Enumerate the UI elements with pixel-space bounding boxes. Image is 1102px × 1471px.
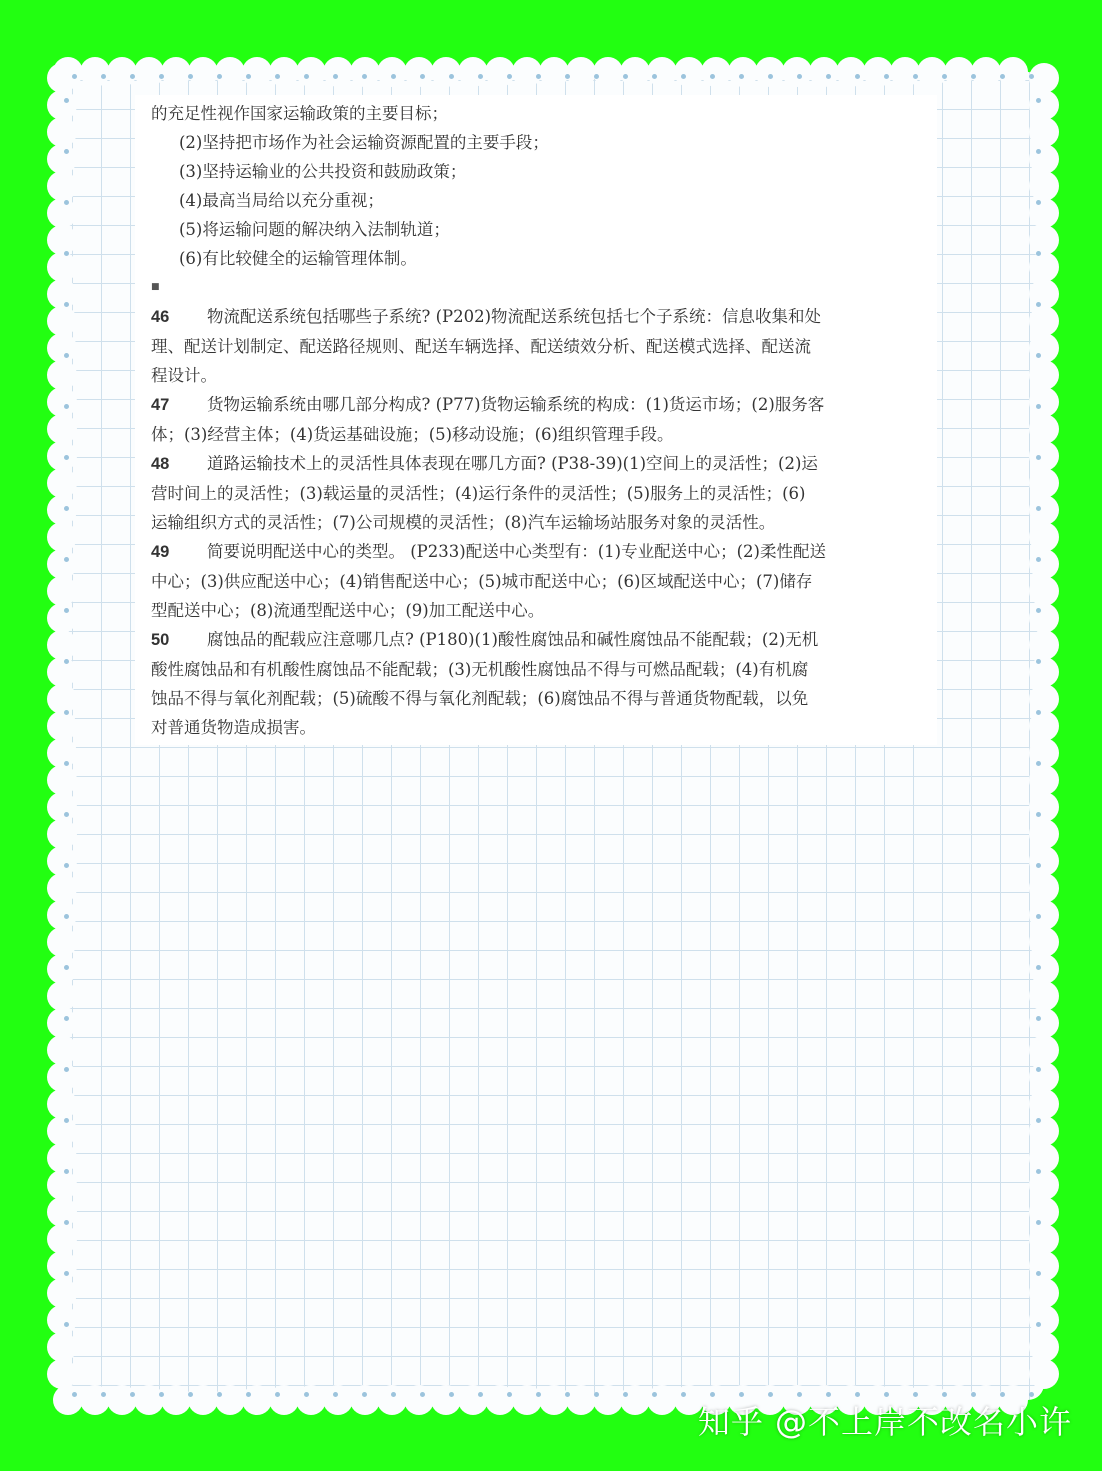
border-dot — [1036, 1118, 1041, 1123]
border-dot — [1036, 455, 1041, 460]
border-dot — [64, 863, 69, 868]
scallop-bump — [1029, 927, 1059, 957]
border-dot — [1000, 74, 1005, 79]
scallop-bump — [47, 360, 77, 390]
border-dot — [913, 74, 918, 79]
border-dot — [1036, 557, 1041, 562]
border-dot — [797, 74, 802, 79]
scallop-bump — [1029, 387, 1059, 417]
scallop-bump — [1029, 873, 1059, 903]
scallop-bump — [782, 57, 812, 87]
scallop-bump — [1029, 711, 1059, 741]
scallop-bump — [998, 57, 1028, 87]
border-dot — [1036, 761, 1041, 766]
scallop-bump — [1029, 1359, 1059, 1389]
border-dot — [304, 74, 309, 79]
border-dot — [1036, 1016, 1041, 1021]
border-dot — [536, 74, 541, 79]
scallop-bump — [377, 1385, 407, 1415]
scallop-bump — [485, 57, 515, 87]
scallop-bump — [242, 57, 272, 87]
border-dot — [1036, 149, 1041, 154]
scallop-bump — [1029, 846, 1059, 876]
scallop-bump — [47, 846, 77, 876]
scallop-bump — [1029, 1224, 1059, 1254]
border-dot — [64, 98, 69, 103]
border-dot — [391, 1392, 396, 1397]
scallop-bump — [47, 225, 77, 255]
border-dot — [304, 1392, 309, 1397]
border-dot — [768, 74, 773, 79]
scallop-bump — [1029, 306, 1059, 336]
scallop-bump — [47, 792, 77, 822]
border-dot — [333, 1392, 338, 1397]
border-dot — [64, 710, 69, 715]
scallop-bump — [188, 1385, 218, 1415]
scallop-bump — [47, 306, 77, 336]
border-dot — [246, 1392, 251, 1397]
border-dot — [652, 74, 657, 79]
scallop-bump — [47, 333, 77, 363]
question-line: 对普通货物造成损害。 — [151, 718, 316, 737]
scallop-bump — [296, 57, 326, 87]
question-line: 理、配送计划制定、配送路径规则、配送车辆选择、配送绩效分析、配送模式选择、配送流 — [151, 337, 811, 356]
border-dot — [188, 1392, 193, 1397]
scallop-bump — [1029, 252, 1059, 282]
scallop-bump — [539, 1385, 569, 1415]
border-dot — [1036, 353, 1041, 358]
border-dot — [1036, 1322, 1041, 1327]
scallop-bump — [1029, 468, 1059, 498]
question-46 — [151, 302, 921, 390]
question-number: 46 — [151, 308, 170, 326]
border-dot — [130, 74, 135, 79]
scallop-bump — [47, 819, 77, 849]
border-dot — [101, 74, 106, 79]
border-dot — [101, 1392, 106, 1397]
border-dot — [64, 1220, 69, 1225]
border-dot — [275, 74, 280, 79]
border-dot — [681, 1392, 686, 1397]
scallop-bump — [47, 765, 77, 795]
scallop-bump — [47, 684, 77, 714]
scallop-bump — [620, 57, 650, 87]
border-dot — [362, 1392, 367, 1397]
border-dot — [449, 74, 454, 79]
border-dot — [1036, 710, 1041, 715]
scallop-bump — [1029, 198, 1059, 228]
scallop-bump — [47, 954, 77, 984]
scallop-bump — [1029, 900, 1059, 930]
question-47 — [151, 390, 921, 449]
question-line: 道路运输技术上的灵活性具体表现在哪几方面? (P38-39)(1)空间上的灵活性；(2)运 — [207, 454, 818, 473]
border-dot — [826, 74, 831, 79]
border-dot — [333, 74, 338, 79]
scallop-bump — [47, 171, 77, 201]
question-number: 49 — [151, 543, 170, 561]
scallop-bump — [755, 57, 785, 87]
scallop-bump — [47, 1278, 77, 1308]
border-dot — [449, 1392, 454, 1397]
border-dot — [1029, 74, 1034, 79]
scallop-bump — [1029, 792, 1059, 822]
border-dot — [64, 1169, 69, 1174]
border-dot — [64, 914, 69, 919]
scallop-bump — [674, 57, 704, 87]
question-49 — [151, 537, 921, 625]
border-dot — [246, 74, 251, 79]
question-line: 货物运输系统由哪几部分构成? (P77)货物运输系统的构成：(1)货运市场；(2)服务客 — [207, 395, 825, 414]
question-line: 物流配送系统包括哪些子系统? (P202)物流配送系统包括七个子系统：信息收集和处 — [207, 307, 822, 326]
scallop-bump — [47, 252, 77, 282]
border-dot — [188, 74, 193, 79]
border-dot — [478, 74, 483, 79]
border-dot — [64, 302, 69, 307]
scallop-bump — [47, 414, 77, 444]
scallop-bump — [1029, 1143, 1059, 1173]
border-dot — [884, 74, 889, 79]
border-dot — [1036, 863, 1041, 868]
scallop-bump — [296, 1385, 326, 1415]
border-dot — [64, 659, 69, 664]
border-dot — [64, 761, 69, 766]
border-dot — [217, 1392, 222, 1397]
question-50 — [151, 625, 921, 742]
intro-line: 的充足性视作国家运输政策的主要目标； — [151, 104, 448, 123]
scallop-bump — [215, 57, 245, 87]
scallop-bump — [107, 1385, 137, 1415]
scallop-bump — [47, 603, 77, 633]
scallop-bump — [47, 441, 77, 471]
border-dot — [623, 74, 628, 79]
border-dot — [1036, 302, 1041, 307]
scallop-bump — [917, 57, 947, 87]
scallop-bump — [1029, 981, 1059, 1011]
border-dot — [652, 1392, 657, 1397]
scallop-bump — [47, 1116, 77, 1146]
border-dot — [391, 74, 396, 79]
scallop-bump — [1029, 360, 1059, 390]
border-dot — [681, 74, 686, 79]
border-dot — [64, 608, 69, 613]
scallop-bump — [323, 57, 353, 87]
scallop-bump — [377, 57, 407, 87]
separator-mark: ■ — [151, 282, 160, 292]
scallop-bump — [701, 57, 731, 87]
question-line: 蚀品不得与氧化剂配载；(5)硫酸不得与氧化剂配载；(6)腐蚀品不得与普通货物配载，以免 — [151, 689, 809, 708]
border-dot — [507, 1392, 512, 1397]
scallop-bump — [107, 57, 137, 87]
scallop-bump — [1029, 90, 1059, 120]
scallop-bump — [1029, 684, 1059, 714]
scallop-bump — [1029, 495, 1059, 525]
scallop-bump — [1029, 1035, 1059, 1065]
border-dot — [536, 1392, 541, 1397]
scallop-bump — [269, 57, 299, 87]
question-line: 腐蚀品的配载应注意哪几点? (P180)(1)酸性腐蚀品和碱性腐蚀品不能配载；(2)无机 — [207, 630, 819, 649]
border-dot — [64, 1067, 69, 1072]
scallop-bump — [323, 1385, 353, 1415]
scallop-bump — [188, 57, 218, 87]
border-dot — [594, 74, 599, 79]
scallop-bump — [1029, 1089, 1059, 1119]
border-dot — [623, 1392, 628, 1397]
scallop-bump — [47, 90, 77, 120]
border-dot — [362, 74, 367, 79]
watermark: 知乎 @不上岸不改名小许 — [697, 1403, 1072, 1441]
border-dot — [64, 1118, 69, 1123]
scallop-bump — [47, 657, 77, 687]
question-line: 运输组织方式的灵活性；(7)公司规模的灵活性；(8)汽车运输场站服务对象的灵活性。 — [151, 513, 776, 532]
question-line: 体；(3)经营主体；(4)货运基础设施；(5)移动设施；(6)组织管理手段。 — [151, 425, 674, 444]
border-dot — [64, 149, 69, 154]
border-dot — [64, 353, 69, 358]
intro-line: (2)坚持把市场作为社会运输资源配置的主要手段； — [179, 133, 549, 152]
border-dot — [1036, 608, 1041, 613]
scallop-bump — [1029, 657, 1059, 687]
scallop-bump — [647, 1385, 677, 1415]
scallop-bump — [47, 522, 77, 552]
scallop-bump — [47, 1197, 77, 1227]
border-dot — [64, 812, 69, 817]
scallop-bump — [593, 57, 623, 87]
scallop-bump — [1029, 1116, 1059, 1146]
scallop-bump — [47, 1251, 77, 1281]
scallop-bump — [1029, 171, 1059, 201]
scallop-bump — [47, 981, 77, 1011]
border-dot — [565, 74, 570, 79]
scallop-bump — [1029, 603, 1059, 633]
scallop-bump — [47, 1359, 77, 1389]
border-dot — [855, 74, 860, 79]
border-dot — [1036, 506, 1041, 511]
border-dot — [64, 965, 69, 970]
scallop-bump — [890, 57, 920, 87]
scallop-bump — [1029, 954, 1059, 984]
scallop-bump — [1029, 1062, 1059, 1092]
border-dot — [942, 74, 947, 79]
intro-line: (3)坚持运输业的公共投资和鼓励政策； — [179, 162, 467, 181]
border-dot — [64, 200, 69, 205]
border-dot — [275, 1392, 280, 1397]
scallop-bump — [620, 1385, 650, 1415]
document-text — [135, 95, 937, 745]
scallop-bump — [647, 57, 677, 87]
scallop-bump — [836, 57, 866, 87]
scallop-bump — [269, 1385, 299, 1415]
scallop-bump — [404, 1385, 434, 1415]
scallop-bump — [1029, 630, 1059, 660]
border-dot — [1036, 1271, 1041, 1276]
scallop-bump — [1029, 549, 1059, 579]
scallop-bump — [1029, 1305, 1059, 1335]
scallop-bump — [1029, 225, 1059, 255]
border-dot — [739, 74, 744, 79]
border-dot — [64, 1322, 69, 1327]
border-dot — [64, 1271, 69, 1276]
scallop-bump — [1029, 1197, 1059, 1227]
border-dot — [420, 74, 425, 79]
scallop-bump — [431, 1385, 461, 1415]
scallop-bump — [350, 1385, 380, 1415]
border-dot — [64, 506, 69, 511]
question-number: 47 — [151, 396, 170, 414]
scallop-bump — [47, 1089, 77, 1119]
scallop-bump — [47, 279, 77, 309]
border-dot — [130, 1392, 135, 1397]
scallop-bump — [47, 117, 77, 147]
border-dot — [478, 1392, 483, 1397]
scallop-bump — [1029, 117, 1059, 147]
scallop-bump — [971, 57, 1001, 87]
border-dot — [1036, 251, 1041, 256]
scallop-bump — [47, 1143, 77, 1173]
border-dot — [72, 1392, 77, 1397]
scallop-bump — [593, 1385, 623, 1415]
scallop-bump — [134, 1385, 164, 1415]
scallop-bump — [1029, 1170, 1059, 1200]
scallop-bump — [863, 57, 893, 87]
scallop-bump — [80, 57, 110, 87]
scallop-bump — [1029, 522, 1059, 552]
scallop-bump — [944, 57, 974, 87]
border-dot — [420, 1392, 425, 1397]
border-dot — [1036, 1220, 1041, 1225]
scallop-bump — [47, 468, 77, 498]
question-line: 营时间上的灵活性；(3)载运量的灵活性；(4)运行条件的灵活性；(5)服务上的灵活性；(6) — [151, 484, 806, 503]
scallop-bump — [485, 1385, 515, 1415]
scallop-bump — [566, 57, 596, 87]
scallop-bump — [458, 1385, 488, 1415]
border-dot — [1036, 812, 1041, 817]
scallop-bump — [47, 630, 77, 660]
scallop-bump — [47, 1332, 77, 1362]
scallop-bump — [47, 711, 77, 741]
question-number: 48 — [151, 455, 170, 473]
scallop-bump — [1029, 279, 1059, 309]
scallop-bump — [1029, 144, 1059, 174]
scallop-bump — [47, 495, 77, 525]
border-dot — [507, 74, 512, 79]
border-dot — [565, 1392, 570, 1397]
scallop-bump — [404, 57, 434, 87]
scallop-bump — [1029, 819, 1059, 849]
scallop-bump — [47, 873, 77, 903]
scallop-bump — [47, 1224, 77, 1254]
intro-line: (5)将运输问题的解决纳入法制轨道； — [179, 220, 450, 239]
border-dot — [710, 74, 715, 79]
scallop-bump — [47, 1170, 77, 1200]
scallop-bump — [350, 57, 380, 87]
scallop-bump — [161, 1385, 191, 1415]
border-dot — [159, 74, 164, 79]
question-line: 酸性腐蚀品和有机酸性腐蚀品不能配载；(3)无机酸性腐蚀品不得与可燃品配载；(4)有机腐 — [151, 660, 809, 679]
scallop-bump — [1029, 576, 1059, 606]
scallop-bump — [47, 738, 77, 768]
intro-line: (6)有比较健全的运输管理体制。 — [179, 249, 417, 268]
scallop-bump — [1029, 1278, 1059, 1308]
border-dot — [1036, 98, 1041, 103]
border-dot — [72, 74, 77, 79]
scallop-bump — [566, 1385, 596, 1415]
scallop-bump — [80, 1385, 110, 1415]
scallop-bump — [1029, 441, 1059, 471]
border-dot — [159, 1392, 164, 1397]
border-dot — [64, 455, 69, 460]
scallop-bump — [53, 1385, 83, 1415]
border-dot — [594, 1392, 599, 1397]
border-dot — [64, 1016, 69, 1021]
border-dot — [971, 74, 976, 79]
scallop-bump — [809, 57, 839, 87]
scallop-bump — [134, 57, 164, 87]
scallop-bump — [512, 57, 542, 87]
scallop-bump — [47, 1305, 77, 1335]
scallop-bump — [47, 927, 77, 957]
question-line: 程设计。 — [151, 366, 217, 385]
scallop-bump — [47, 198, 77, 228]
scallop-bump — [47, 1008, 77, 1038]
scallop-bump — [1029, 1332, 1059, 1362]
scallop-bump — [458, 57, 488, 87]
border-dot — [64, 251, 69, 256]
border-dot — [1036, 1067, 1041, 1072]
scallop-bump — [47, 549, 77, 579]
border-dot — [1036, 659, 1041, 664]
question-48 — [151, 449, 921, 537]
border-dot — [217, 74, 222, 79]
scallop-bump — [47, 144, 77, 174]
scallop-bump — [728, 57, 758, 87]
border-dot — [64, 557, 69, 562]
border-dot — [1036, 965, 1041, 970]
scallop-bump — [47, 1035, 77, 1065]
border-dot — [1036, 1169, 1041, 1174]
border-dot — [1036, 404, 1041, 409]
scallop-bump — [1029, 765, 1059, 795]
border-dot — [1036, 914, 1041, 919]
scallop-bump — [47, 576, 77, 606]
question-number: 50 — [151, 631, 170, 649]
scallop-bump — [47, 387, 77, 417]
border-dot — [1036, 200, 1041, 205]
scallop-bump — [1029, 414, 1059, 444]
scallop-bump — [1029, 333, 1059, 363]
scallop-bump — [161, 57, 191, 87]
question-line: 简要说明配送中心的类型。 (P233)配送中心类型有：(1)专业配送中心；(2)柔性配送 — [207, 542, 826, 561]
scallop-bump — [47, 1062, 77, 1092]
scallop-bump — [1029, 1008, 1059, 1038]
scallop-bump — [1029, 1251, 1059, 1281]
scallop-bump — [1029, 738, 1059, 768]
question-line: 型配送中心；(8)流通型配送中心；(9)加工配送中心。 — [151, 601, 545, 620]
scallop-bump — [539, 57, 569, 87]
question-line: 中心；(3)供应配送中心；(4)销售配送中心；(5)城市配送中心；(6)区域配送中心；(7)储存 — [151, 572, 813, 591]
scallop-bump — [47, 900, 77, 930]
border-dot — [64, 404, 69, 409]
intro-line: (4)最高当局给以充分重视； — [179, 191, 384, 210]
scallop-bump — [242, 1385, 272, 1415]
scallop-bump — [431, 57, 461, 87]
scallop-bump — [215, 1385, 245, 1415]
scallop-bump — [512, 1385, 542, 1415]
